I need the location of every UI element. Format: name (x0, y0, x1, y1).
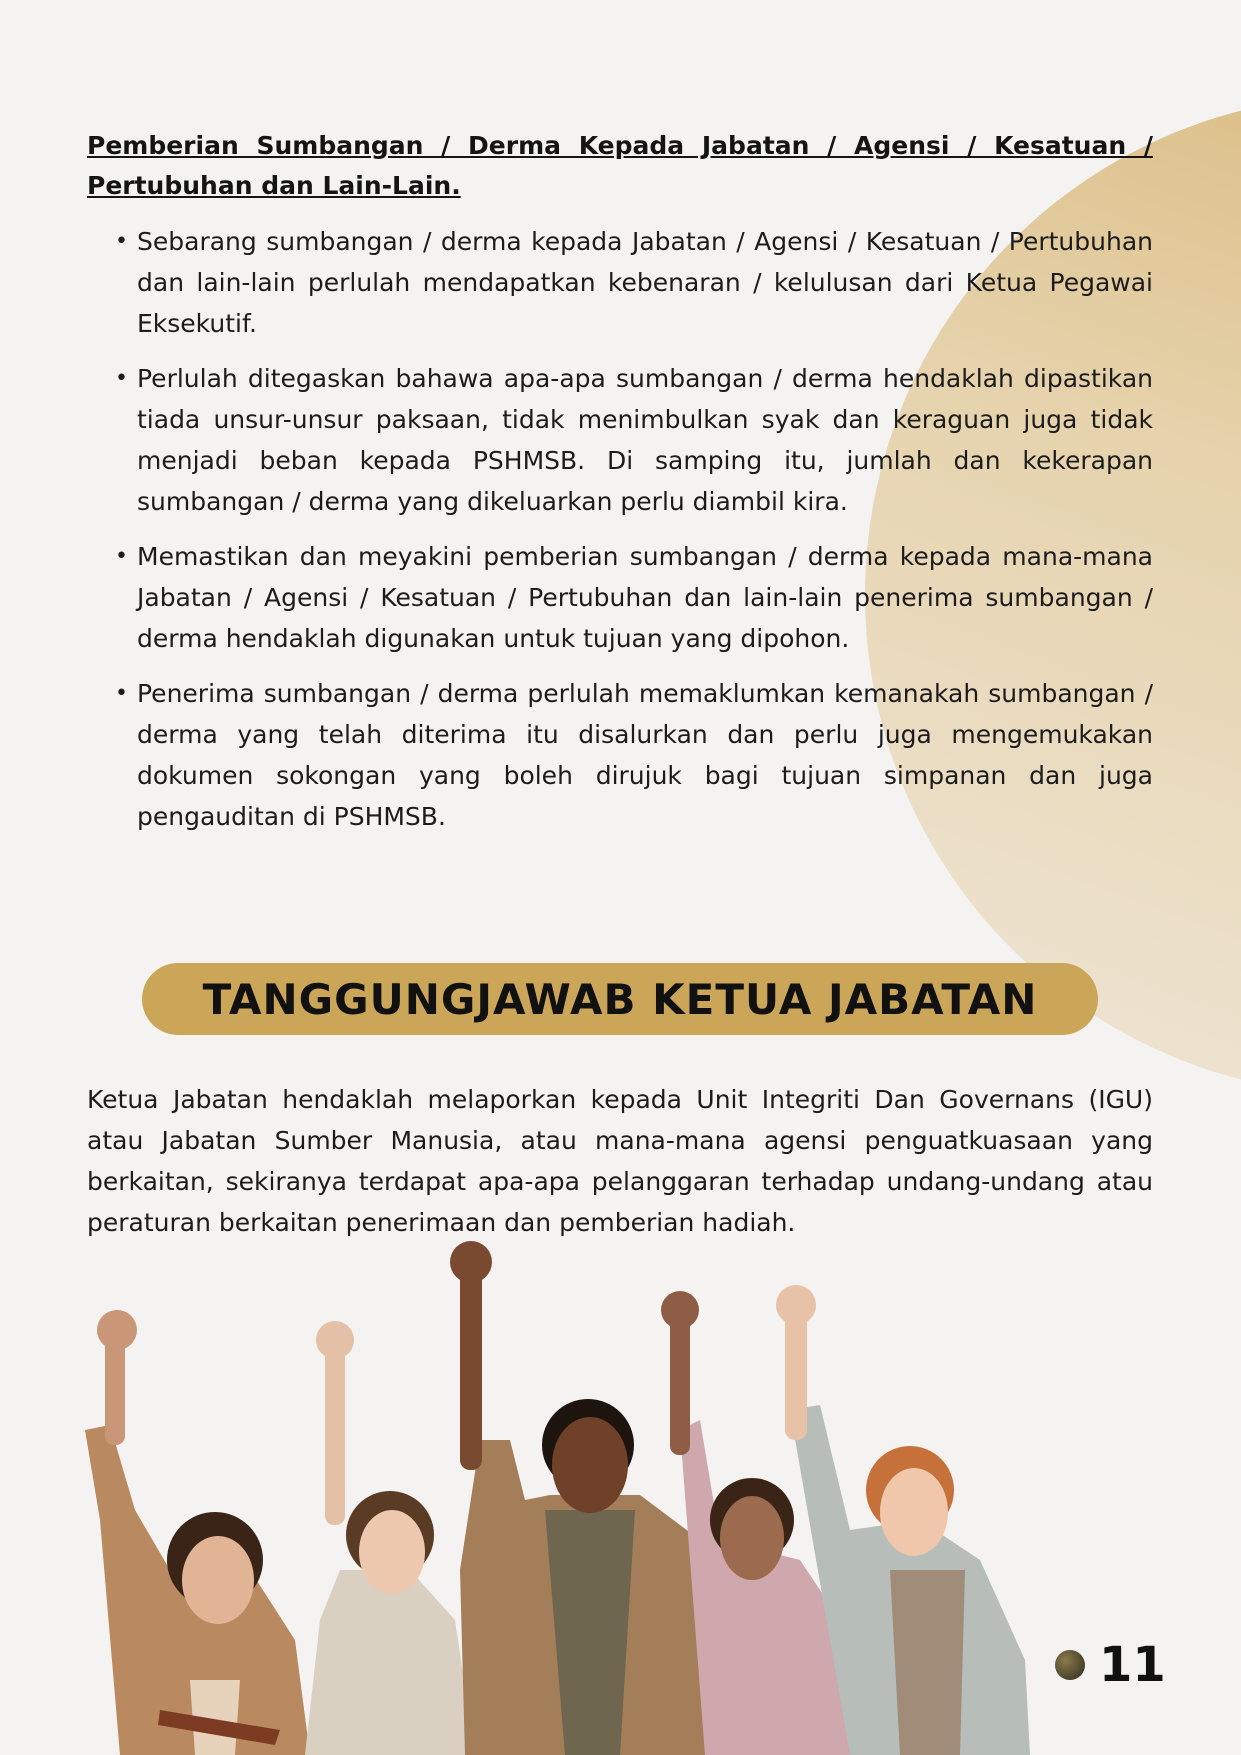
person-figure (305, 1321, 475, 1755)
bullet-item: • Sebarang sumbangan / derma kepada Jabatan / Agensi / Kesatuan / Pertubuhan dan lain-lain perlulah mendapatkan kebenaran / kelulusan dari Ketua Pegawai Eksekutif. (87, 221, 1153, 344)
bullet-item: • Perlulah ditegaskan bahawa apa-apa sumbangan / derma hendaklah dipastikan tiada unsur-unsur paksaan, tidak menimbulkan syak dan keraguan juga tidak menjadi beban kepada PSHMSB. Di samping itu, jumlah dan kekerapan sumbangan / derma yang dikeluarkan perlu diambil kira. (87, 358, 1153, 522)
group-photo (80, 1240, 1150, 1755)
page-number-area (1055, 1635, 1166, 1695)
body-paragraph: Ketua Jabatan hendaklah melaporkan kepada Unit Integriti Dan Governans (IGU) atau Jabatan Sumber Manusia, atau mana-mana agensi penguatkuasaan yang berkaitan, sekiranya terdapat apa-apa pelanggaran terhadap undang-undang atau peraturan berkaitan penerimaan dan pemberian hadiah. (87, 1085, 1153, 1237)
bullet-list (87, 221, 1153, 851)
section-banner (142, 963, 1098, 1035)
page-dot-icon (1055, 1650, 1085, 1680)
section-heading: Pemberian Sumbangan / Derma Kepada Jabatan / Agensi / Kesatuan / Pertubuhan dan Lain-Lain. (87, 131, 1153, 200)
banner-title: TANGGUNGJAWAB KETUA JABATAN (202, 974, 1038, 1024)
bullet-item: • Penerima sumbangan / derma perlulah memaklumkan kemanakah sumbangan / derma yang telah diterima itu disalurkan dan perlu juga mengemukakan dokumen sokongan yang boleh dirujuk bagi tujuan simpanan dan juga pengauditan di PSHMSB. (87, 673, 1153, 837)
bullet-item: • Memastikan dan meyakini pemberian sumbangan / derma kepada mana-mana Jabatan / Agensi / Kesatuan / Pertubuhan dan lain-lain penerima sumbangan / derma hendaklah digunakan untuk tujuan yang dipohon. (87, 536, 1153, 659)
page-number: 11 (1099, 1637, 1166, 1693)
person-figure (85, 1310, 310, 1755)
